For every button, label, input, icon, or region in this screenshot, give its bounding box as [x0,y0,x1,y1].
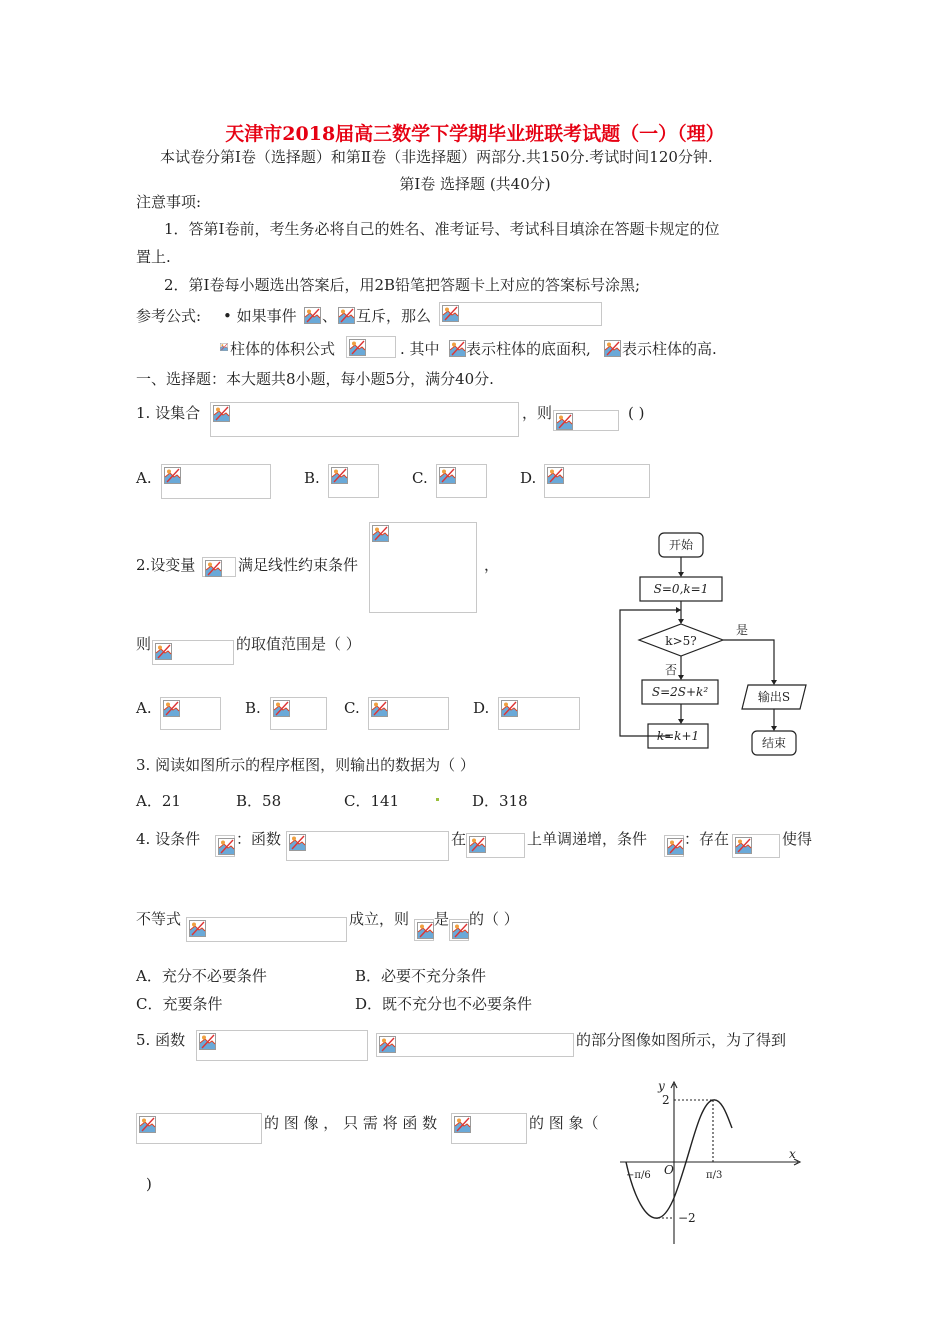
formula-sep: 、 [322,307,338,325]
q2-option-d-label: D. [473,699,490,717]
broken-image-icon [273,700,290,717]
q5-close-paren: ) [146,1175,152,1193]
x-pos-label: π/3 [706,1170,723,1181]
broken-image-icon [454,1116,471,1133]
formula-image [346,336,396,358]
formula-image [369,522,477,613]
q2-then: 则 [136,635,152,653]
q1-option-a-label: A. [136,469,152,487]
broken-image-icon [439,467,456,484]
flowchart-start-text: 开始 [668,538,694,552]
q3-stem: 3. 阅读如图所示的程序框图，则输出的数据为（ ） [136,756,475,774]
flowchart-end-text: 结束 [761,736,787,750]
formula-label: 参考公式: [136,307,202,325]
flowchart-output-text: 输出S [757,690,791,704]
section-heading: 一、选择题：本大题共8小题，每小题5分，满分40分. [136,370,494,388]
broken-image-icon [349,339,366,356]
formula-mutex: 互斥，那么 [356,307,432,325]
x-neg-label: −π/6 [626,1170,651,1181]
formula-image [466,833,525,858]
q1-paren: ( ) [628,404,645,422]
q1-then: ，则 [522,404,553,422]
flowchart-init-text: S=0,k=1 [653,582,709,596]
q1-option-c-label: C. [412,469,428,487]
formula-image [553,410,619,431]
formula-base-area: 表示柱体的底面积, [466,340,591,358]
formula-image [210,402,519,437]
formula-if-events: • 如果事件 [223,307,297,325]
formula-image [152,640,234,665]
q4-holds: 成立，则 [349,910,410,928]
y-max-label: 2 [662,1093,670,1107]
q2-condition: 满足线性约束条件 [238,556,359,574]
q4-option-d: D．既不充分也不必要条件 [355,995,533,1013]
broken-image-icon [501,700,518,717]
formula-image [451,1113,527,1144]
q3-option-a: A．21 [136,792,181,810]
y-min-label: −2 [678,1211,696,1225]
stray-dot [436,798,439,801]
q4-in: 在 [451,830,467,848]
q1-option-d-image [544,464,650,498]
page-title: 天津市2018届高三数学下学期毕业班联考试题（一）（理） [225,123,725,145]
broken-image-icon [604,340,621,357]
q3-option-d: D．318 [472,792,528,810]
formula-image [202,557,236,577]
broken-image-icon [735,837,752,854]
broken-image-icon [338,307,355,324]
flowchart-no-label: 否 [665,663,678,677]
part-one-heading: 第Ⅰ卷 选择题 (共40分) [399,175,551,193]
q4-of: 的（ ） [469,910,519,928]
formula-image [136,1113,262,1144]
formula-image [196,1030,368,1061]
formula-image [376,1033,574,1057]
broken-image-icon [289,834,306,851]
q4-increasing: 上单调递增，条件 [527,830,648,848]
q3-option-b: B．58 [236,792,282,810]
q1-option-d-label: D. [520,469,537,487]
broken-image-icon [442,305,459,322]
formula-image [439,302,602,326]
broken-image-icon [304,307,321,324]
q2-option-d-image [498,697,580,730]
broken-image-icon [667,838,684,855]
q5-image-of: 的 图 像 ， 只 需 将 函 数 [264,1114,438,1132]
q5-image2: 的 图 象（ [529,1114,599,1132]
formula-image [664,835,684,857]
broken-image-icon [371,700,388,717]
formula-image [215,835,235,857]
flowchart-update-text: S=2S+k² [651,685,709,699]
broken-image-icon [547,467,564,484]
q2-comma: ， [484,556,500,574]
x-axis-label: x [789,1147,796,1161]
sine-graph [618,1078,808,1248]
note-item-1: 1．答第Ⅰ卷前，考生务必将自己的姓名、准考证号、考试科目填涂在答题卡规定的位 [164,220,720,238]
q2-option-c-label: C. [344,699,360,717]
q2-range: 的取值范围是（ ） [236,635,361,653]
formula-prism-volume: 柱体的体积公式 [230,340,336,358]
q2-option-a-image [160,697,221,730]
q2-stem: 2.设变量 [136,556,196,574]
q4-make: 使得 [782,830,813,848]
q4-option-c: C．充要条件 [136,995,223,1013]
q4-option-a: A．充分不必要条件 [136,967,267,985]
broken-image-icon [213,405,230,422]
broken-image-icon [331,467,348,484]
broken-image-icon [164,467,181,484]
formula-where: . 其中 [400,340,440,358]
q4-function-label: ：函数 [236,830,282,848]
notes-heading: 注意事项: [136,193,202,211]
q5-stem: 5. 函数 [136,1031,186,1049]
formula-image [732,834,780,858]
broken-image-icon [220,343,228,351]
broken-image-icon [218,838,235,855]
y-axis-label: y [658,1079,665,1093]
q2-option-a-label: A. [136,699,152,717]
note-item-1-cont: 置上. [136,248,171,266]
q4-inequality-label: 不等式 [136,910,182,928]
q1-stem: 1. 设集合 [136,404,201,422]
broken-image-icon [155,643,172,660]
formula-image [414,919,434,941]
note-item-2: 2．第Ⅰ卷每小题选出答案后，用2B铅笔把答题卡上对应的答案标号涂黑; [164,276,641,294]
broken-image-icon [469,836,486,853]
q1-option-b-image [328,464,379,498]
formula-image [286,831,449,861]
broken-image-icon [189,920,206,937]
q1-option-b-label: B. [304,469,320,487]
q2-option-c-image [368,697,449,730]
exam-intro: 本试卷分第Ⅰ卷（选择题）和第Ⅱ卷（非选择题）两部分.共150分.考试时间120分钟. [160,148,713,166]
q3-option-c: C．141 [344,792,400,810]
broken-image-icon [417,922,434,939]
q4-exists: ：存在 [684,830,730,848]
flowchart-condition-text: k>5? [665,634,697,648]
q1-option-a-image [161,464,271,499]
flowchart-increment-text: k=k+1 [656,729,700,743]
broken-image-icon [449,340,466,357]
flowchart-yes-label: 是 [736,623,749,637]
q2-option-b-label: B. [245,699,261,717]
q4-stem: 4. 设条件 [136,830,201,848]
broken-image-icon [452,922,469,939]
formula-height: 表示柱体的高. [622,340,717,358]
broken-image-icon [372,525,389,542]
formula-image [449,919,469,941]
broken-image-icon [199,1033,216,1050]
q2-option-b-image [270,697,327,730]
broken-image-icon [205,560,222,577]
origin-label: O [664,1163,674,1177]
sine-curve [626,1100,732,1218]
program-flowchart [610,528,810,760]
q4-option-b: B．必要不充分条件 [355,967,487,985]
q1-option-c-image [436,464,487,498]
broken-image-icon [379,1036,396,1053]
formula-image [186,917,347,942]
q5-graph-desc: 的部分图像如图所示，为了得到 [576,1031,787,1049]
broken-image-icon [556,413,573,430]
broken-image-icon [163,700,180,717]
broken-image-icon [139,1116,156,1133]
q4-is: 是 [434,910,450,928]
